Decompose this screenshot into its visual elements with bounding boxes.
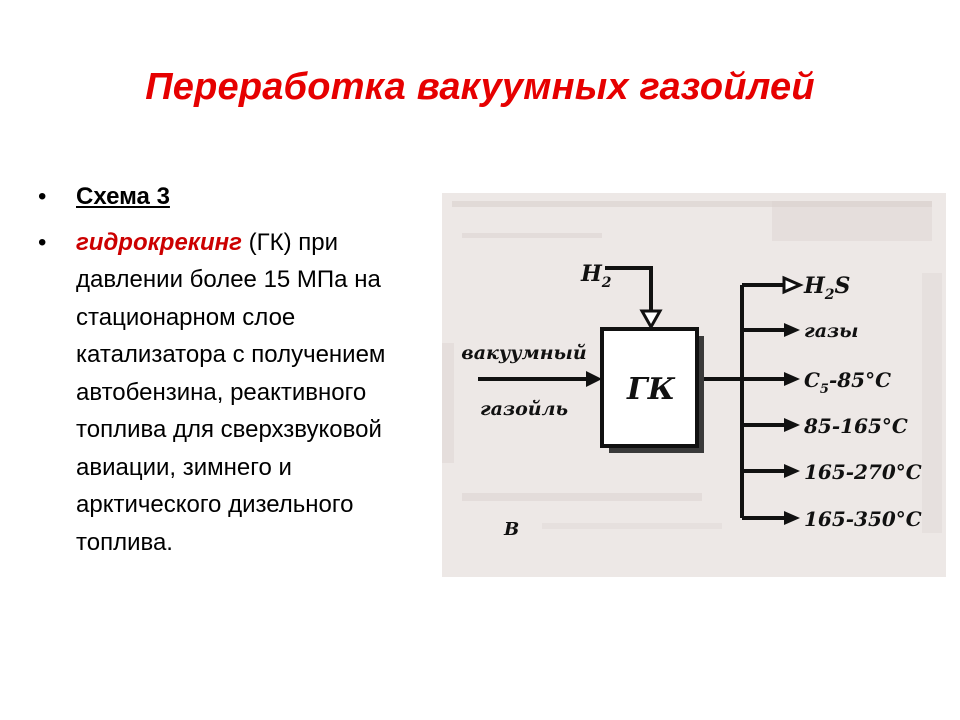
scheme-heading: Схема 3 <box>76 183 170 210</box>
process-term: гидрокрекинг <box>76 228 242 256</box>
feed-label-1: вакуумный <box>461 342 587 364</box>
process-diagram <box>442 193 946 577</box>
h2-label: $H_2$ <box>581 261 612 291</box>
output-label-h2s: $H_2S$ <box>804 273 851 303</box>
reactor-label: ГК <box>626 372 676 407</box>
output-label-85-165: 85-165°C <box>804 414 908 438</box>
panel-letter: B <box>504 519 520 540</box>
process-description: (ГК) при давлении более 15 МПа на стационарном слое катализатора с получением автобензина, реактивного топлива для сверхзвуковой авиации, зимнего и арктического дизельного топлива. <box>76 228 386 556</box>
bullet-item-scheme <box>38 178 418 216</box>
output-label-165-350: 165-350°C <box>804 507 922 531</box>
output-label-gases: газы <box>804 320 859 342</box>
bullet-item-description <box>38 224 418 562</box>
bullet-list <box>38 178 418 569</box>
process-diagram-svg <box>442 193 946 577</box>
output-label-c5: $C_5-85^\circ C$ <box>804 368 892 397</box>
slide-title: Переработка вакуумных газойлей <box>145 66 815 108</box>
feed-label-2: газойль <box>479 398 569 420</box>
output-label-165-270: 165-270°C <box>804 460 922 484</box>
bullet-dot-icon: • <box>38 183 47 210</box>
bullet-dot-icon: • <box>38 228 47 256</box>
